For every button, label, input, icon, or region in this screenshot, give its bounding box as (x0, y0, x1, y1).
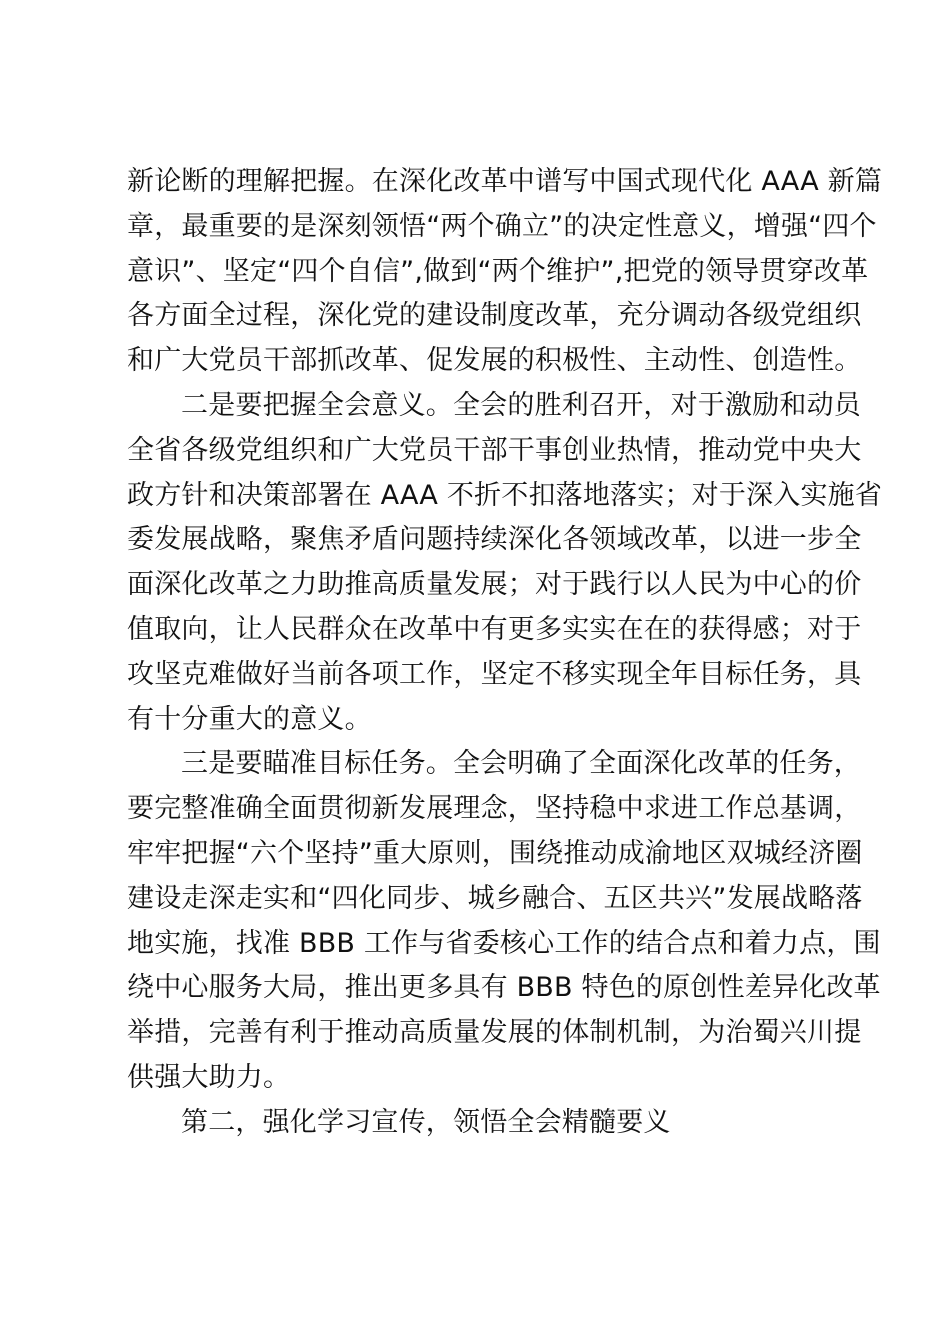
paragraph-3-line-7: 举措，完善有利于推动高质量发展的体制机制，为治蜀兴川提 (127, 1017, 862, 1049)
paragraph-3-line-4: 建设走深走实和“四化同步、城乡融合、五区共兴”发展战略落 (127, 882, 863, 914)
paragraph-1-line-3: 意识”、坚定“四个自信”,做到“两个维护”,把党的领导贯穿改革 (127, 255, 869, 287)
paragraph-1-line-5: 和广大党员干部抓改革、促发展的积极性、主动性、创造性。 (127, 345, 862, 377)
paragraph-3-line-3: 牢牢把握“六个坚持”重大原则，围绕推动成渝地区双城经济圈 (127, 837, 863, 869)
document-body (127, 160, 883, 1146)
paragraph-2-line-1: 二是要把握全会意义。全会的胜利召开，对于激励和动员 (181, 389, 861, 421)
paragraph-3-line-5: 地实施，找准 BBB 工作与省委核心工作的结合点和着力点，围 (127, 927, 881, 959)
paragraph-3-line-6: 绕中心服务大局，推出更多具有 BBB 特色的原创性差异化改革 (127, 972, 881, 1004)
paragraph-2-line-2: 全省各级党组织和广大党员干部干事创业热情，推动党中央大 (127, 434, 862, 466)
paragraph-3-line-1: 三是要瞄准目标任务。全会明确了全面深化改革的任务， (181, 748, 861, 780)
paragraph-3-line-8: 供强大助力。 (127, 1061, 291, 1093)
paragraph-2-line-4: 委发展战略，聚焦矛盾问题持续深化各领域改革，以进一步全 (127, 524, 862, 556)
paragraph-1-line-4: 各方面全过程，深化党的建设制度改革，充分调动各级党组织 (127, 300, 862, 332)
paragraph-2-line-6: 值取向，让人民群众在改革中有更多实实在在的获得感；对于 (127, 613, 862, 645)
paragraph-3-line-2: 要完整准确全面贯彻新发展理念，坚持稳中求进工作总基调， (127, 793, 862, 825)
paragraph-2-line-3: 政方针和决策部署在 AAA 不折不扣落地落实；对于深入实施省 (127, 479, 883, 511)
paragraph-2-line-8: 有十分重大的意义。 (127, 703, 372, 735)
section-heading-2: 第二，强化学习宣传，领悟全会精髓要义 (181, 1106, 671, 1138)
paragraph-2-line-5: 面深化改革之力助推高质量发展；对于践行以人民为中心的价 (127, 569, 862, 601)
paragraph-1-line-2: 章，最重要的是深刻领悟“两个确立”的决定性意义，增强“四个 (127, 210, 877, 242)
paragraph-1-line-1: 新论断的理解把握。在深化改革中谱写中国式现代化 AAA 新篇 (127, 166, 883, 197)
paragraph-2-line-7: 攻坚克难做好当前各项工作，坚定不移实现全年目标任务，具 (127, 658, 862, 690)
